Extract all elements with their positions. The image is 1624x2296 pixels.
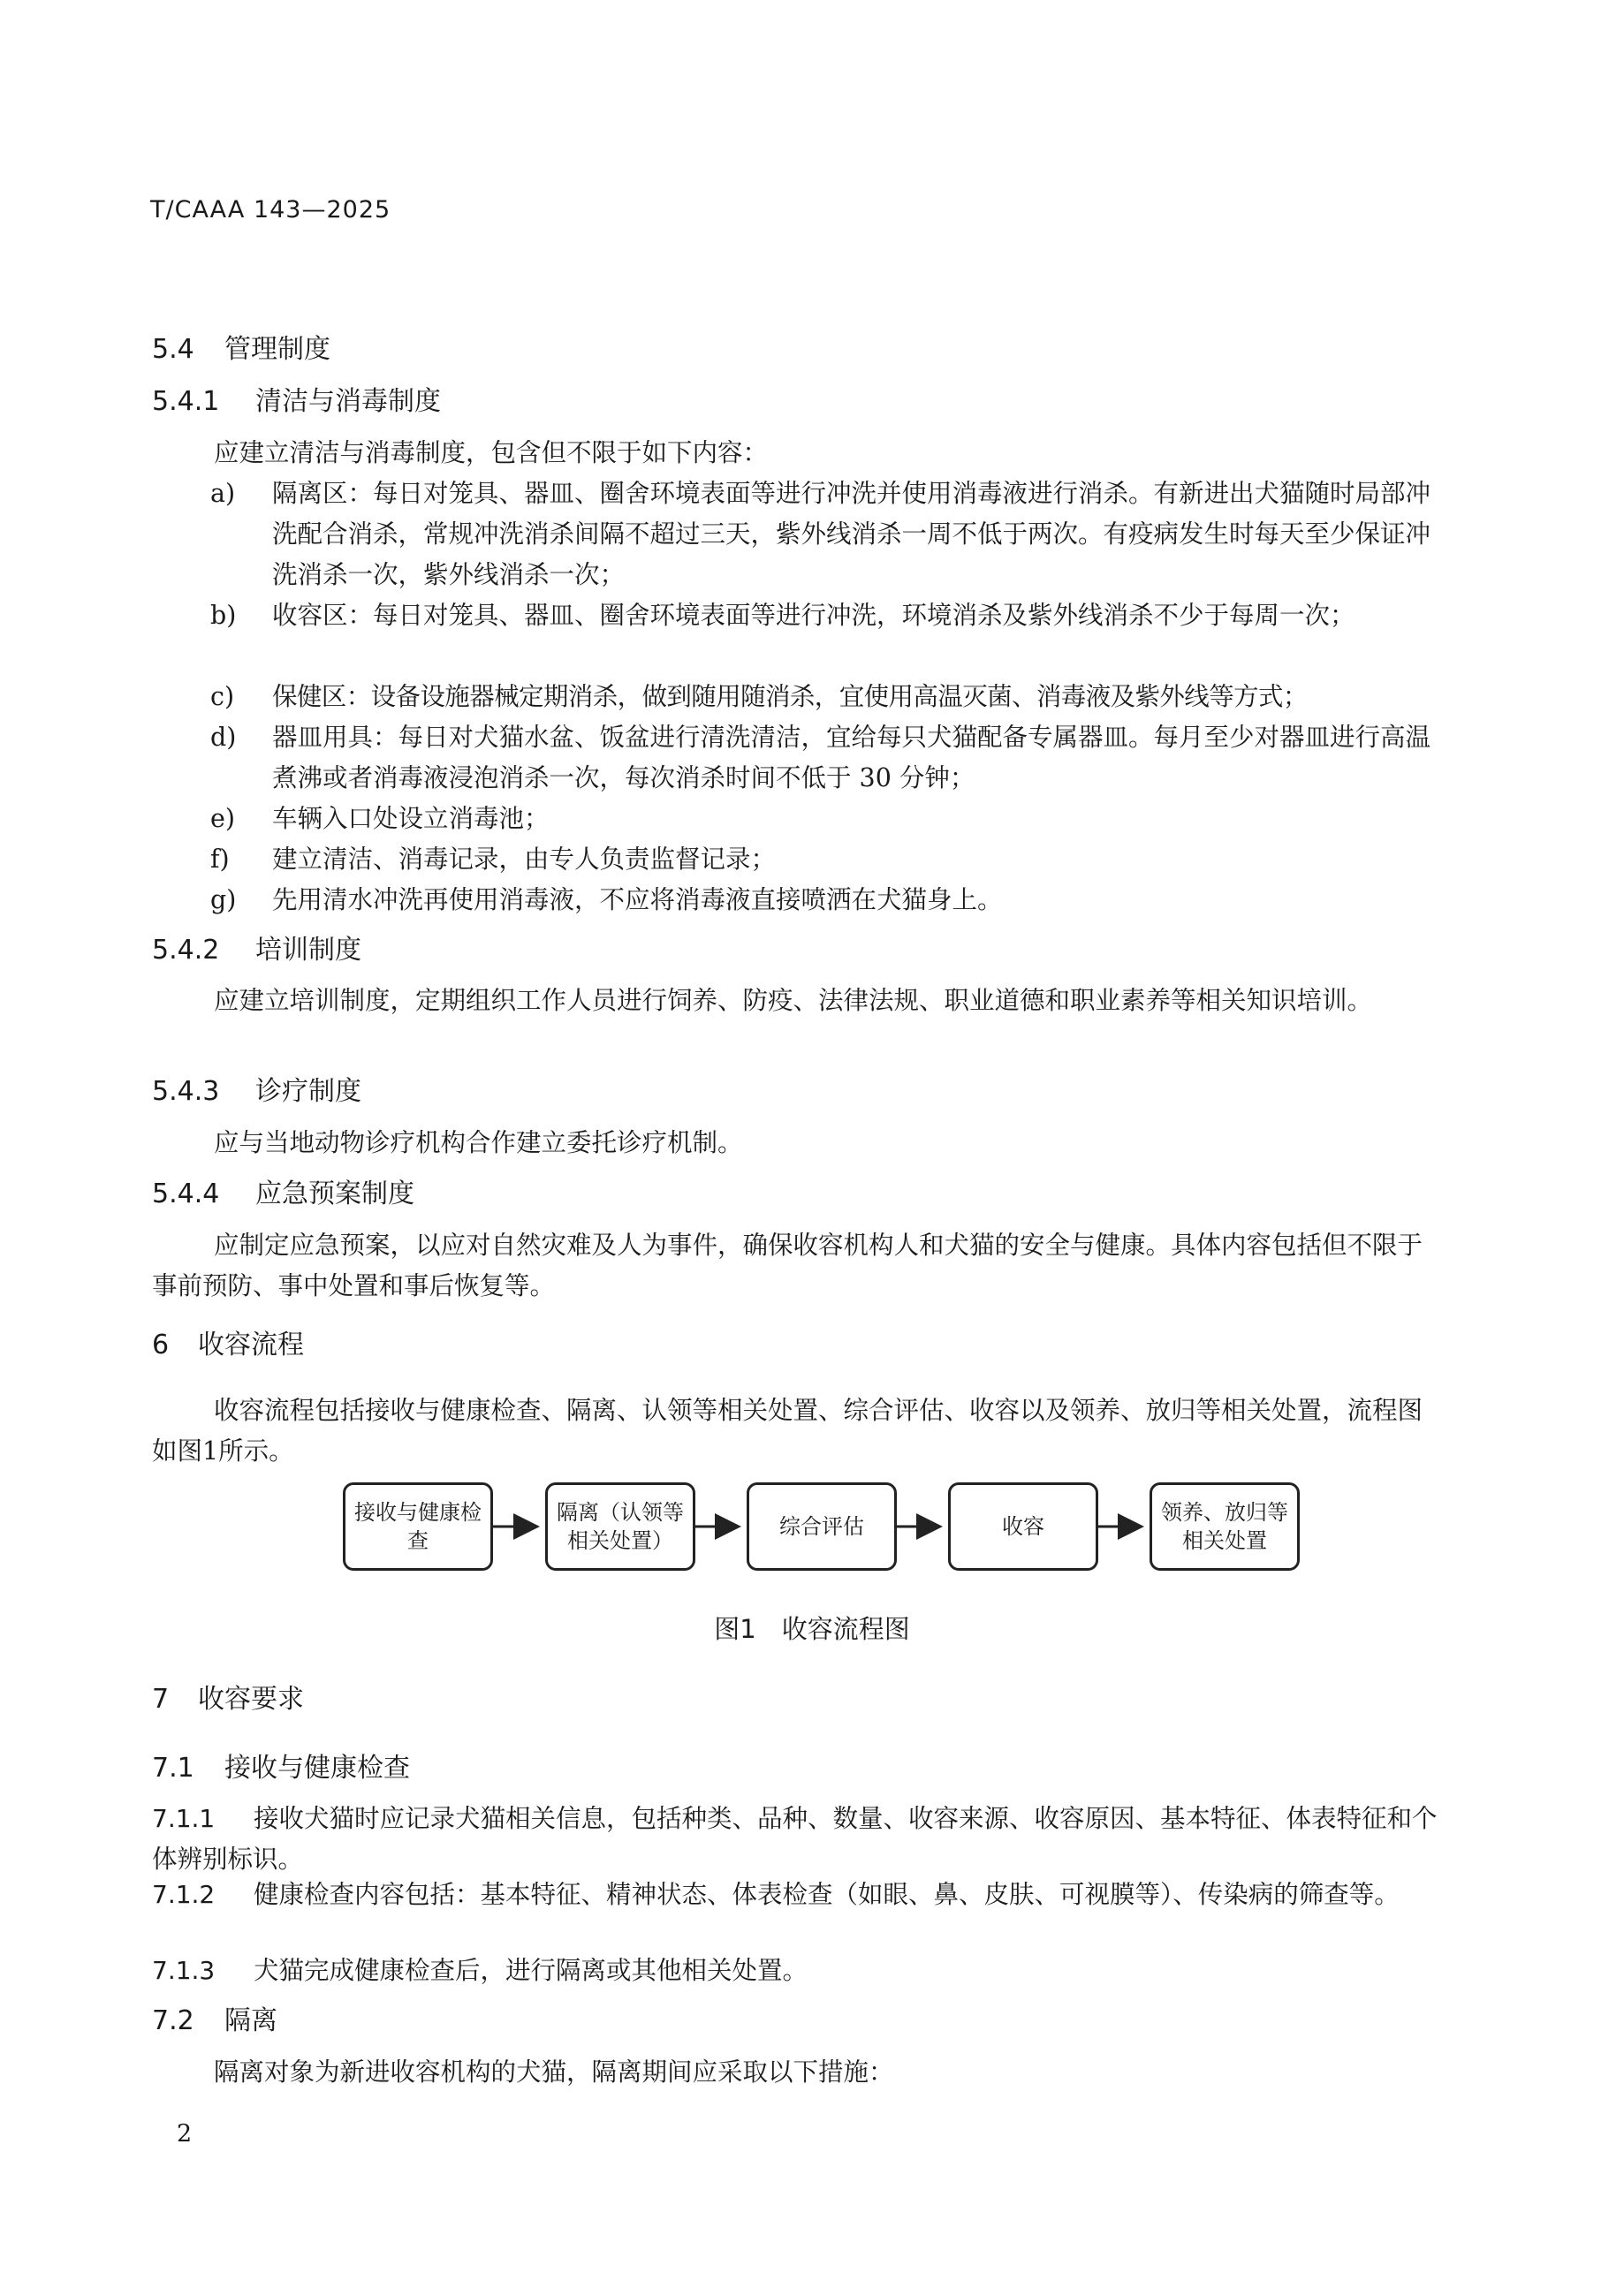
list-item xyxy=(212,839,1442,880)
list-text: 建立清洁、消毒记录，由专人负责监督记录； xyxy=(272,845,777,874)
list-text: 先用清水冲洗再使用消毒液，不应将消毒液直接喷洒在犬猫身上。 xyxy=(272,885,1003,914)
list-item xyxy=(212,880,1442,921)
clause-number: 7.1.2 xyxy=(152,1880,216,1909)
flow-step-receive: 接收与健康检查 xyxy=(343,1482,493,1571)
heading-7 xyxy=(152,1684,304,1716)
list-marker: c) xyxy=(210,682,235,711)
section-number: 6 xyxy=(152,1330,170,1360)
list-marker: b) xyxy=(210,601,237,630)
paragraph: 隔离对象为新进收容机构的犬猫，隔离期间应采取以下措施： xyxy=(214,2057,894,2087)
clause xyxy=(152,1875,1442,1915)
list-item xyxy=(212,799,1442,839)
section-title: 接收与健康检查 xyxy=(224,1753,410,1784)
list-text: 收容区：每日对笼具、器皿、圈舍环境表面等进行冲洗，环境消杀及紫外线消杀不少于每周一次； xyxy=(272,601,1355,630)
section-title: 管理制度 xyxy=(224,334,330,365)
heading-6 xyxy=(152,1330,304,1361)
heading-7-1 xyxy=(152,1753,410,1785)
clause-number: 7.1.1 xyxy=(152,1804,216,1833)
heading-5-4-1 xyxy=(152,386,441,418)
flow-step-adoption: 领养、放归等相关处置 xyxy=(1150,1482,1300,1571)
heading-5-4-4 xyxy=(152,1178,414,1210)
clause-text: 犬猫完成健康检查后，进行隔离或其他相关处置。 xyxy=(254,1956,808,1985)
paragraph: 应与当地动物诊疗机构合作建立委托诊疗机制。 xyxy=(214,1128,743,1157)
list-marker: f) xyxy=(210,845,230,874)
section-title: 隔离 xyxy=(224,2005,277,2036)
list-marker: d) xyxy=(210,723,237,752)
paragraph: 收容流程包括接收与健康检查、隔离、认领等相关处置、综合评估、收容以及领养、放归等相关处置，流程图如图1所示。 xyxy=(152,1396,1423,1466)
section-title: 培训制度 xyxy=(255,935,361,966)
heading-5-4-2 xyxy=(152,935,361,966)
standard-code: T/CAAA 143—2025 xyxy=(150,196,391,224)
list-item xyxy=(212,474,1442,595)
list-marker: a) xyxy=(210,479,236,508)
section-title: 收容流程 xyxy=(198,1330,304,1360)
list-text: 器皿用具：每日对犬猫水盆、饭盆进行清洗清洁，宜给每只犬猫配备专属器皿。每月至少对器皿进行高温煮沸或者消毒液浸泡消杀一次，每次消杀时间不低于 30 分钟； xyxy=(272,723,1431,792)
list-text: 保健区：设备设施器械定期消杀，做到随用随消杀，宜使用高温灭菌、消毒液及紫外线等方式； xyxy=(272,682,1308,711)
list-marker: e) xyxy=(210,804,235,833)
section-title: 诊疗制度 xyxy=(255,1076,361,1107)
section-number: 7.2 xyxy=(152,2005,194,2036)
flow-step-isolation: 隔离（认领等相关处置） xyxy=(545,1482,695,1571)
list-text: 隔离区：每日对笼具、器皿、圈舍环境表面等进行冲洗并使用消毒液进行消杀。有新进出犬猫随时局部冲洗配合消杀，常规冲洗消杀间隔不超过三天，紫外线消杀一周不低于两次。有疫病发生时每天至少保证冲洗消杀一次，紫外线消杀一次； xyxy=(272,479,1431,589)
list-marker: g) xyxy=(210,885,237,914)
heading-5-4 xyxy=(152,334,330,366)
paragraph: 应建立培训制度，定期组织工作人员进行饲养、防疫、法律法规、职业道德和职业素养等相关知识培训。 xyxy=(214,986,1373,1015)
list-item xyxy=(212,677,1442,717)
paragraph: 应建立清洁与消毒制度，包含但不限于如下内容： xyxy=(214,438,769,467)
figure-caption: 图1 收容流程图 xyxy=(714,1614,910,1644)
heading-5-4-3 xyxy=(152,1076,361,1108)
section-number: 5.4.4 xyxy=(152,1178,220,1209)
paragraph: 应制定应急预案，以应对自然灾难及人为事件，确保收容机构人和犬猫的安全与健康。具体内容包括但不限于事前预防、事中处置和事后恢复等。 xyxy=(152,1231,1423,1300)
list-item xyxy=(212,595,1442,636)
flow-step-sheltering: 收容 xyxy=(948,1482,1098,1571)
list-text: 车辆入口处设立消毒池； xyxy=(272,804,550,833)
section-number: 5.4.1 xyxy=(152,386,220,417)
flow-step-assessment: 综合评估 xyxy=(747,1482,897,1571)
section-title: 应急预案制度 xyxy=(255,1178,414,1209)
section-number: 5.4.2 xyxy=(152,935,220,966)
flowchart xyxy=(340,1482,1299,1581)
section-title: 收容要求 xyxy=(198,1684,304,1715)
section-number: 7.1 xyxy=(152,1753,194,1784)
list-item xyxy=(212,717,1442,799)
clause xyxy=(152,1799,1442,1880)
section-title: 清洁与消毒制度 xyxy=(255,386,441,417)
page-number: 2 xyxy=(177,2120,193,2148)
section-number: 5.4.3 xyxy=(152,1076,220,1107)
section-number: 7 xyxy=(152,1684,170,1715)
clause-number: 7.1.3 xyxy=(152,1956,216,1985)
section-number: 5.4 xyxy=(152,334,194,365)
clause-text: 接收犬猫时应记录犬猫相关信息，包括种类、品种、数量、收容来源、收容原因、基本特征、体表特征和个体辨别标识。 xyxy=(152,1804,1438,1874)
heading-7-2 xyxy=(152,2005,277,2037)
clause-text: 健康检查内容包括：基本特征、精神状态、体表检查（如眼、鼻、皮肤、可视膜等）、传染病的筛查等。 xyxy=(254,1880,1400,1909)
clause xyxy=(152,1951,1442,1991)
